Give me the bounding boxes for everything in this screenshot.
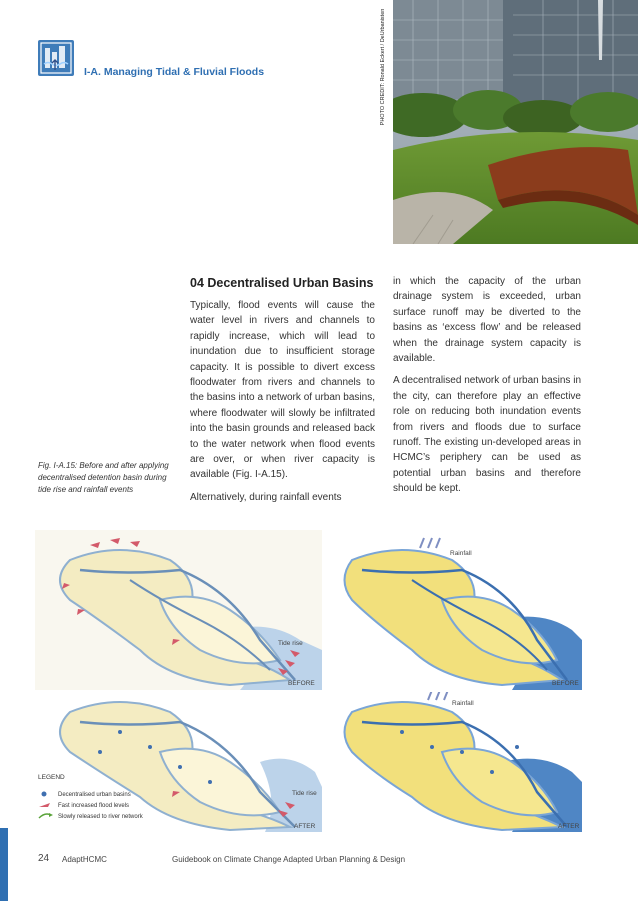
red-arrow-icon	[38, 801, 54, 811]
page-tab	[0, 828, 8, 901]
article-title: 04 Decentralised Urban Basins	[190, 276, 374, 290]
figure-caption: Fig. I-A.15: Before and after applying decentralised detention basin during tide rise and rainfall events	[38, 461, 169, 494]
rainfall-label: Rainfall	[450, 550, 472, 557]
urban-basin-photo	[393, 0, 638, 244]
map-after-rain	[332, 692, 582, 832]
basin-dot-icon	[38, 790, 54, 800]
legend-item: Fast increased flood levels	[38, 800, 178, 811]
page-number: 24	[38, 853, 50, 864]
legend	[38, 774, 178, 822]
footer-brand: AdaptHCMC	[62, 855, 107, 864]
rainfall-label: Rainfall	[452, 700, 474, 707]
before-label: BEFORE	[288, 680, 315, 687]
tide-rise-label: Tide rise	[292, 790, 317, 797]
article-paragraph: Alternatively, during rainfall events	[190, 491, 342, 503]
legend-item: Slowly released to river network	[38, 811, 178, 822]
legend-item: Decentralised urban basins	[38, 789, 178, 800]
tide-rise-label: Tide rise	[278, 640, 303, 647]
after-label: AFTER	[558, 823, 580, 830]
map-before-tide	[30, 530, 322, 690]
photo-credit: PHOTO CREDIT: Ronald Eckert / DeUrbanisten	[380, 8, 386, 126]
article-column-1	[190, 298, 375, 512]
section-title: I-A. Managing Tidal & Fluvial Floods	[84, 66, 265, 78]
legend-title: LEGEND	[38, 774, 65, 781]
before-label: BEFORE	[552, 680, 579, 687]
after-label: AFTER	[294, 823, 316, 830]
article-column-2	[393, 274, 581, 504]
footer-guide-title: Guidebook on Climate Change Adapted Urban Planning & Design	[172, 855, 406, 864]
building-flood-icon	[38, 40, 74, 76]
green-arrow-icon	[38, 812, 54, 822]
article-paragraph: A decentralised network of urban basins in the city, can therefore play an effective role on reducing both inundation events from rivers and floods due to surface runoff. The existing un-developed areas in HCMC’s periphery can be used as potential urban basins and therefore should be kept.	[393, 375, 581, 495]
article-paragraph: Typically, flood events will cause the water level in rivers and channels to rapidly increase, which will lead to inundation due to insufficient storage capacity. It is possible to divert excess floodwater from rivers and channels to the basins into a network of urban basins, where floodwater will slowly be infiltrated into the basin grounds and released back to the water network when flood events are over, or when river capacity is available (Fig. I-A.15).	[190, 300, 375, 481]
map-before-rain	[332, 530, 582, 690]
article-paragraph: in which the capacity of the urban drainage system is exceeded, urban surface runoff may be diverted to the basins as ‘excess flow’ and be released when the drainage system capacity is available.	[393, 276, 581, 365]
